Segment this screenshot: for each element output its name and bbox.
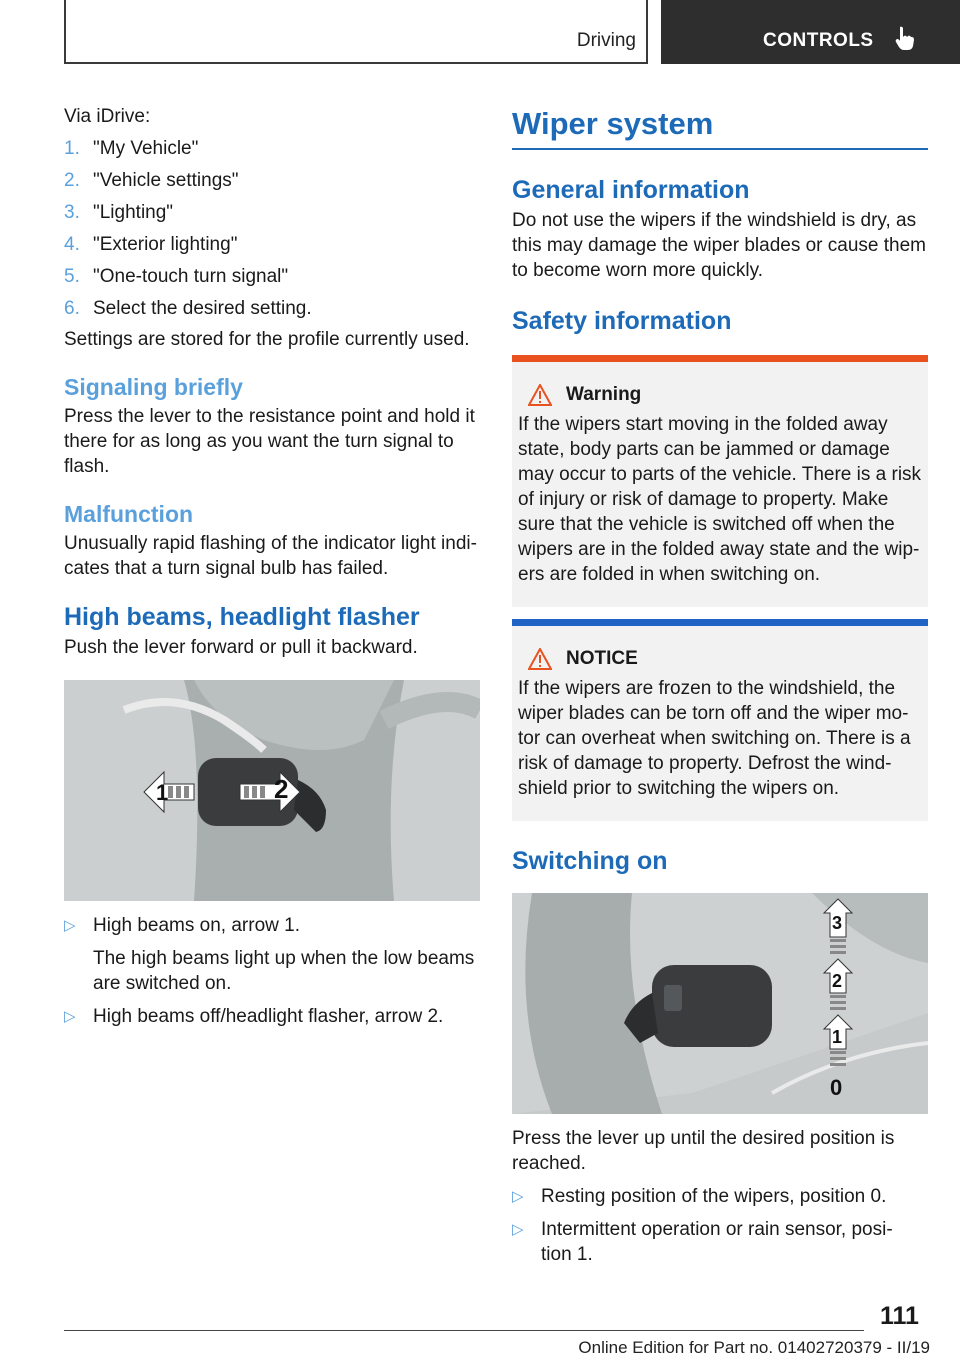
left-column (64, 100, 480, 1037)
list-item (64, 197, 480, 229)
signaling-text: Press the lever to the resistance point and hold it there for as long as you want the turn signal to flash. (64, 406, 475, 477)
position-1-label: 1 (832, 1027, 843, 1047)
switching-bullets (512, 1184, 928, 1267)
warning-title: Warning (566, 384, 642, 405)
malfunction-text: Unusually rapid flashing of the indicator light indi- cates that a turn signal bulb has failed. (64, 533, 477, 579)
switching-text: Press the lever up until the desired position is reached. (512, 1128, 895, 1174)
step-number: 3. (64, 202, 80, 223)
step-text: "Vehicle settings" (93, 170, 239, 191)
highbeam-heading: High beams, headlight flasher (64, 603, 420, 631)
step-text: "One-touch turn signal" (93, 266, 289, 287)
notice-text: If the wipers are frozen to the windshield, the wiper blades can be torn off and the wiper mo- tor can overheat when switching on. There is a risk of damage to property. Defrost the wind- shield prior to switching the wipers on. (518, 678, 911, 799)
wiper-system-heading: Wiper system (512, 106, 714, 141)
list-item (512, 1217, 928, 1267)
heading-rule (512, 148, 928, 150)
highbeam-text: Push the lever forward or pull it backward. (64, 637, 418, 658)
general-info-heading: General information (512, 176, 750, 204)
notice-box (512, 619, 928, 821)
list-item (64, 1004, 480, 1029)
warning-triangle-icon (528, 384, 552, 406)
step-text: "Lighting" (93, 202, 174, 223)
list-item (64, 913, 480, 996)
bullet-text: High beams on, arrow 1. (93, 915, 300, 936)
highbeam-lever-figure (64, 680, 480, 901)
arrow-1-label: 1 (156, 780, 169, 805)
header-section-box (64, 0, 648, 64)
list-item (64, 133, 480, 165)
idrive-intro: Via iDrive: (64, 106, 151, 127)
step-number: 4. (64, 234, 80, 255)
page-number: 111 (880, 1302, 919, 1330)
step-number: 1. (64, 138, 80, 159)
profile-note: Settings are stored for the profile currently used. (64, 329, 470, 350)
step-text: Select the desired setting. (93, 298, 312, 319)
triangle-bullet-icon: ▷ (512, 1221, 524, 1238)
triangle-bullet-icon: ▷ (64, 1008, 76, 1025)
footer-divider (64, 1330, 864, 1331)
step-number: 5. (64, 266, 80, 287)
bullet-text: Resting position of the wipers, position 0. (541, 1186, 887, 1207)
warning-box (512, 355, 928, 607)
position-3-label: 3 (832, 913, 843, 933)
step-text: "Exterior lighting" (93, 234, 238, 255)
bullet-text: High beams off/headlight flasher, arrow 2. (93, 1006, 444, 1027)
triangle-bullet-icon: ▷ (64, 917, 76, 934)
switching-on-heading: Switching on (512, 847, 668, 875)
position-2-label: 2 (832, 971, 843, 991)
header-chapter-title: CONTROLS (763, 30, 874, 51)
header-section-title: Driving (576, 30, 636, 51)
idrive-steps (64, 133, 480, 325)
safety-info-heading: Safety information (512, 307, 732, 335)
list-item (64, 229, 480, 261)
list-item (64, 261, 480, 293)
bullet-subtext: The high beams light up when the low beams are switched on. (93, 948, 475, 994)
warning-text: If the wipers start moving in the folded away state, body parts can be jammed or damage may occur to parts of the vehicle. There is a risk of injury or risk of damage to property. Make sure that the vehicle is switched off when the wipers are in the folded away state and the wip- ers are folded in when switching on. (518, 414, 922, 585)
notice-title: NOTICE (566, 648, 638, 669)
edition-note: Online Edition for Part no. 01402720379 - II/19 (578, 1338, 930, 1357)
malfunction-heading: Malfunction (64, 501, 194, 527)
step-number: 6. (64, 298, 80, 319)
list-item (64, 293, 480, 325)
bullet-text: Intermittent operation or rain sensor, posi- tion 1. (541, 1219, 893, 1265)
notice-triangle-icon (528, 648, 552, 670)
step-number: 2. (64, 170, 80, 191)
step-text: "My Vehicle" (93, 138, 199, 159)
list-item (512, 1184, 928, 1209)
pointing-hand-icon (895, 26, 915, 52)
wiper-lever-figure (512, 893, 928, 1114)
triangle-bullet-icon: ▷ (512, 1188, 524, 1205)
position-0-label: 0 (830, 1075, 843, 1100)
general-info-text: Do not use the wipers if the windshield is dry, as this may damage the wiper blades or cause them to become worn more quickly. (512, 210, 926, 281)
right-column (512, 100, 928, 1275)
signaling-heading: Signaling briefly (64, 374, 243, 400)
header-chapter-box (661, 0, 960, 64)
list-item (64, 165, 480, 197)
highbeam-bullets (64, 913, 480, 1029)
arrow-2-label: 2 (274, 774, 289, 804)
